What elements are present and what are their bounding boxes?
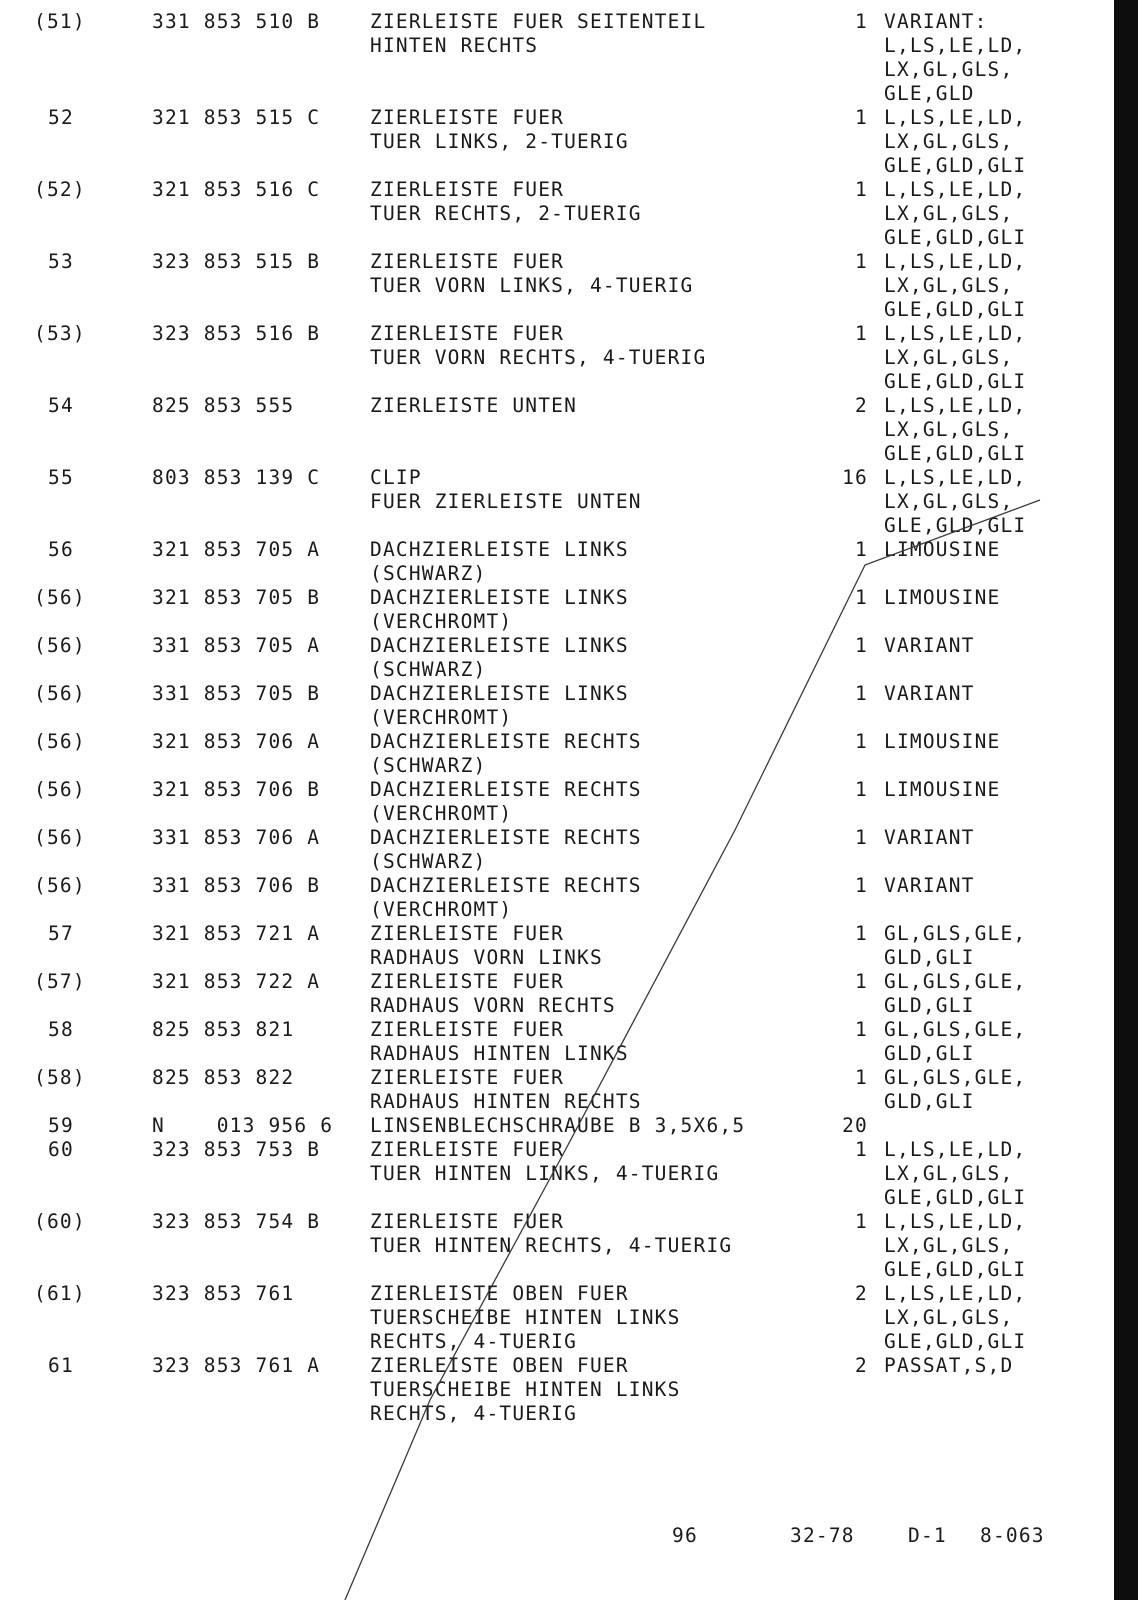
position-number: 58 [48, 1018, 74, 1041]
description-line: (SCHWARZ) [370, 658, 487, 681]
applicability-line: LX,GL,GLS, [884, 1234, 1014, 1257]
applicability-line: VARIANT: [884, 10, 988, 33]
part-description [370, 874, 840, 922]
description-line: TUERSCHEIBE HINTEN LINKS [370, 1306, 681, 1329]
applicability-line: LX,GL,GLS, [884, 1162, 1014, 1185]
position-number: (56) [34, 730, 86, 753]
model-applicability [884, 634, 1074, 658]
quantity: 1 [855, 1018, 868, 1041]
model-applicability [884, 394, 1074, 466]
position-number: 59 [48, 1114, 74, 1137]
part-number: 321 853 516 C [152, 178, 321, 201]
model-applicability [884, 10, 1074, 106]
part-description [370, 178, 840, 226]
table-row [0, 970, 1110, 1018]
applicability-line: L,LS,LE,LD, [884, 106, 1027, 129]
description-line: TUER HINTEN RECHTS, 4-TUERIG [370, 1234, 733, 1257]
part-description [370, 538, 840, 586]
position-number: (56) [34, 778, 86, 801]
part-description [370, 250, 840, 298]
model-applicability [884, 1282, 1074, 1354]
table-row [0, 322, 1110, 394]
scan-edge-bar [1114, 0, 1138, 1600]
part-number: 321 853 706 A [152, 730, 321, 753]
table-row [0, 538, 1110, 586]
applicability-line: GLE,GLD,GLI [884, 1258, 1027, 1281]
quantity: 1 [855, 682, 868, 705]
part-number: N 013 956 6 [152, 1114, 334, 1137]
description-line: TUERSCHEIBE HINTEN LINKS [370, 1378, 681, 1401]
description-line: DACHZIERLEISTE LINKS [370, 586, 629, 609]
model-applicability [884, 1210, 1074, 1282]
applicability-line: GLD,GLI [884, 1090, 975, 1113]
quantity: 1 [855, 874, 868, 897]
description-line: TUER RECHTS, 2-TUERIG [370, 202, 642, 225]
description-line: ZIERLEISTE FUER [370, 1018, 565, 1041]
part-number: 321 853 705 B [152, 586, 321, 609]
applicability-line: L,LS,LE,LD, [884, 466, 1027, 489]
applicability-line: L,LS,LE,LD, [884, 178, 1027, 201]
part-number: 323 853 515 B [152, 250, 321, 273]
quantity: 1 [855, 970, 868, 993]
part-description [370, 1018, 840, 1066]
position-number: (61) [34, 1282, 86, 1305]
part-description [370, 922, 840, 970]
part-description [370, 586, 840, 634]
position-number: 53 [48, 250, 74, 273]
description-line: ZIERLEISTE FUER [370, 1210, 565, 1233]
description-line: RADHAUS VORN LINKS [370, 946, 603, 969]
part-description [370, 106, 840, 154]
table-row [0, 874, 1110, 922]
applicability-line: L,LS,LE,LD, [884, 250, 1027, 273]
applicability-line: GLE,GLD,GLI [884, 154, 1027, 177]
quantity: 1 [855, 106, 868, 129]
description-line: ZIERLEISTE FUER [370, 178, 565, 201]
position-number: (52) [34, 178, 86, 201]
applicability-line: LX,GL,GLS, [884, 202, 1014, 225]
quantity: 1 [855, 634, 868, 657]
part-number: 825 853 822 [152, 1066, 295, 1089]
position-number: (56) [34, 586, 86, 609]
applicability-line: VARIANT [884, 634, 975, 657]
model-applicability [884, 1066, 1074, 1114]
table-row [0, 178, 1110, 250]
page-footer [0, 1524, 1110, 1554]
quantity: 1 [855, 322, 868, 345]
description-line: (VERCHROMT) [370, 802, 513, 825]
part-description [370, 1066, 840, 1114]
description-line: (SCHWARZ) [370, 754, 487, 777]
part-description [370, 682, 840, 730]
position-number: (56) [34, 874, 86, 897]
model-applicability [884, 466, 1074, 538]
description-line: RADHAUS HINTEN RECHTS [370, 1090, 642, 1113]
description-line: ZIERLEISTE FUER [370, 250, 565, 273]
description-line: DACHZIERLEISTE LINKS [370, 538, 629, 561]
applicability-line: GLD,GLI [884, 994, 975, 1017]
position-number: 54 [48, 394, 74, 417]
table-row [0, 1066, 1110, 1114]
applicability-line: VARIANT [884, 874, 975, 897]
table-row [0, 1018, 1110, 1066]
part-description [370, 1282, 840, 1354]
applicability-line: GLD,GLI [884, 946, 975, 969]
description-line: (SCHWARZ) [370, 562, 487, 585]
table-row [0, 10, 1110, 106]
quantity: 1 [855, 586, 868, 609]
footer-section: D-1 [908, 1524, 947, 1547]
part-number: 323 853 761 A [152, 1354, 321, 1377]
table-row [0, 1210, 1110, 1282]
quantity: 2 [855, 394, 868, 417]
position-number: (51) [34, 10, 86, 33]
description-line: (SCHWARZ) [370, 850, 487, 873]
quantity: 20 [842, 1114, 868, 1137]
applicability-line: GLE,GLD [884, 82, 975, 105]
description-line: LINSENBLECHSCHRAUBE B 3,5X6,5 [370, 1114, 746, 1137]
quantity: 2 [855, 1354, 868, 1377]
model-applicability [884, 778, 1074, 802]
applicability-line: GLE,GLD,GLI [884, 298, 1027, 321]
applicability-line: LX,GL,GLS, [884, 346, 1014, 369]
quantity: 1 [855, 1066, 868, 1089]
table-row [0, 778, 1110, 826]
position-number: 55 [48, 466, 74, 489]
description-line: ZIERLEISTE FUER [370, 1138, 565, 1161]
applicability-line: GLE,GLD,GLI [884, 370, 1027, 393]
description-line: DACHZIERLEISTE LINKS [370, 634, 629, 657]
position-number: (56) [34, 634, 86, 657]
part-description [370, 322, 840, 370]
applicability-line: LX,GL,GLS, [884, 1306, 1014, 1329]
position-number: (57) [34, 970, 86, 993]
model-applicability [884, 1354, 1074, 1378]
part-description [370, 394, 840, 418]
footer-code: 32-78 [790, 1524, 855, 1547]
description-line: HINTEN RECHTS [370, 34, 539, 57]
applicability-line: L,LS,LE,LD, [884, 1282, 1027, 1305]
model-applicability [884, 922, 1074, 970]
part-number: 331 853 510 B [152, 10, 321, 33]
quantity: 1 [855, 730, 868, 753]
description-line: (VERCHROMT) [370, 706, 513, 729]
applicability-line: VARIANT [884, 826, 975, 849]
description-line: DACHZIERLEISTE RECHTS [370, 826, 642, 849]
description-line: ZIERLEISTE FUER [370, 970, 565, 993]
part-description [370, 826, 840, 874]
part-number: 825 853 821 [152, 1018, 295, 1041]
part-number: 321 853 721 A [152, 922, 321, 945]
model-applicability [884, 178, 1074, 250]
description-line: ZIERLEISTE FUER SEITENTEIL [370, 10, 707, 33]
part-number: 323 853 761 [152, 1282, 295, 1305]
applicability-line: GLE,GLD,GLI [884, 226, 1027, 249]
applicability-line: GLE,GLD,GLI [884, 514, 1027, 537]
applicability-line: LX,GL,GLS, [884, 58, 1014, 81]
part-number: 331 853 705 B [152, 682, 321, 705]
table-row [0, 106, 1110, 178]
position-number: 52 [48, 106, 74, 129]
part-number: 331 853 705 A [152, 634, 321, 657]
part-description [370, 466, 840, 514]
quantity: 1 [855, 1210, 868, 1233]
quantity: 16 [842, 466, 868, 489]
position-number: 56 [48, 538, 74, 561]
description-line: DACHZIERLEISTE RECHTS [370, 778, 642, 801]
applicability-line: GLE,GLD,GLI [884, 1186, 1027, 1209]
applicability-line: L,LS,LE,LD, [884, 1138, 1027, 1161]
model-applicability [884, 682, 1074, 706]
description-line: DACHZIERLEISTE RECHTS [370, 874, 642, 897]
description-line: TUER LINKS, 2-TUERIG [370, 130, 629, 153]
table-row [0, 1138, 1110, 1210]
description-line: RECHTS, 4-TUERIG [370, 1402, 578, 1425]
position-number: 60 [48, 1138, 74, 1161]
description-line: RADHAUS VORN RECHTS [370, 994, 616, 1017]
quantity: 1 [855, 826, 868, 849]
applicability-line: PASSAT,S,D [884, 1354, 1014, 1377]
model-applicability [884, 826, 1074, 850]
table-row [0, 1354, 1110, 1426]
description-line: (VERCHROMT) [370, 898, 513, 921]
applicability-line: GL,GLS,GLE, [884, 1018, 1027, 1041]
model-applicability [884, 586, 1074, 610]
description-line: DACHZIERLEISTE LINKS [370, 682, 629, 705]
footer-reference: 8-063 [980, 1524, 1045, 1547]
model-applicability [884, 1138, 1074, 1210]
applicability-line: GLE,GLD,GLI [884, 442, 1027, 465]
part-description [370, 1114, 840, 1138]
part-number: 803 853 139 C [152, 466, 321, 489]
part-description [370, 634, 840, 682]
parts-list [0, 10, 1110, 1426]
position-number: (56) [34, 682, 86, 705]
applicability-line: GL,GLS,GLE, [884, 1066, 1027, 1089]
table-row [0, 586, 1110, 634]
applicability-line: LIMOUSINE [884, 730, 1001, 753]
table-row [0, 826, 1110, 874]
quantity: 1 [855, 538, 868, 561]
description-line: DACHZIERLEISTE RECHTS [370, 730, 642, 753]
model-applicability [884, 538, 1074, 562]
table-row [0, 730, 1110, 778]
part-number: 331 853 706 B [152, 874, 321, 897]
applicability-line: LX,GL,GLS, [884, 418, 1014, 441]
applicability-line: L,LS,LE,LD, [884, 394, 1027, 417]
part-description [370, 1138, 840, 1186]
applicability-line: GLD,GLI [884, 1042, 975, 1065]
model-applicability [884, 106, 1074, 178]
description-line: CLIP [370, 466, 422, 489]
description-line: RECHTS, 4-TUERIG [370, 1330, 578, 1353]
quantity: 2 [855, 1282, 868, 1305]
quantity: 1 [855, 778, 868, 801]
model-applicability [884, 322, 1074, 394]
part-number: 321 853 515 C [152, 106, 321, 129]
model-applicability [884, 730, 1074, 754]
part-description [370, 1210, 840, 1258]
description-line: ZIERLEISTE UNTEN [370, 394, 578, 417]
description-line: FUER ZIERLEISTE UNTEN [370, 490, 642, 513]
quantity: 1 [855, 1138, 868, 1161]
description-line: TUER HINTEN LINKS, 4-TUERIG [370, 1162, 720, 1185]
applicability-line: LIMOUSINE [884, 586, 1001, 609]
table-row [0, 250, 1110, 322]
model-applicability [884, 1018, 1074, 1066]
applicability-line: VARIANT [884, 682, 975, 705]
position-number: (56) [34, 826, 86, 849]
part-description [370, 778, 840, 826]
applicability-line: L,LS,LE,LD, [884, 34, 1027, 57]
part-number: 323 853 516 B [152, 322, 321, 345]
applicability-line: LX,GL,GLS, [884, 490, 1014, 513]
table-row [0, 1282, 1110, 1354]
position-number: (58) [34, 1066, 86, 1089]
description-line: RADHAUS HINTEN LINKS [370, 1042, 629, 1065]
description-line: TUER VORN LINKS, 4-TUERIG [370, 274, 694, 297]
table-row [0, 922, 1110, 970]
model-applicability [884, 874, 1074, 898]
part-description [370, 970, 840, 1018]
part-number: 825 853 555 [152, 394, 295, 417]
description-line: ZIERLEISTE OBEN FUER [370, 1282, 629, 1305]
applicability-line: GL,GLS,GLE, [884, 970, 1027, 993]
part-description [370, 730, 840, 778]
part-number: 331 853 706 A [152, 826, 321, 849]
position-number: 57 [48, 922, 74, 945]
table-row [0, 466, 1110, 538]
applicability-line: GLE,GLD,GLI [884, 1330, 1027, 1353]
part-number: 323 853 754 B [152, 1210, 321, 1233]
description-line: TUER VORN RECHTS, 4-TUERIG [370, 346, 707, 369]
applicability-line: LIMOUSINE [884, 778, 1001, 801]
position-number: (60) [34, 1210, 86, 1233]
description-line: (VERCHROMT) [370, 610, 513, 633]
position-number: (53) [34, 322, 86, 345]
table-row [0, 682, 1110, 730]
part-description [370, 10, 840, 58]
applicability-line: L,LS,LE,LD, [884, 1210, 1027, 1233]
table-row [0, 394, 1110, 466]
applicability-line: LIMOUSINE [884, 538, 1001, 561]
applicability-line: L,LS,LE,LD, [884, 322, 1027, 345]
description-line: ZIERLEISTE FUER [370, 922, 565, 945]
applicability-line: GL,GLS,GLE, [884, 922, 1027, 945]
quantity: 1 [855, 250, 868, 273]
description-line: ZIERLEISTE FUER [370, 322, 565, 345]
quantity: 1 [855, 10, 868, 33]
model-applicability [884, 970, 1074, 1018]
applicability-line: LX,GL,GLS, [884, 130, 1014, 153]
part-description [370, 1354, 840, 1426]
page-number: 96 [672, 1524, 698, 1547]
part-number: 323 853 753 B [152, 1138, 321, 1161]
quantity: 1 [855, 178, 868, 201]
part-number: 321 853 705 A [152, 538, 321, 561]
part-number: 321 853 722 A [152, 970, 321, 993]
applicability-line: LX,GL,GLS, [884, 274, 1014, 297]
table-row [0, 1114, 1110, 1138]
description-line: ZIERLEISTE FUER [370, 106, 565, 129]
description-line: ZIERLEISTE FUER [370, 1066, 565, 1089]
model-applicability [884, 250, 1074, 322]
position-number: 61 [48, 1354, 74, 1377]
description-line: ZIERLEISTE OBEN FUER [370, 1354, 629, 1377]
part-number: 321 853 706 B [152, 778, 321, 801]
table-row [0, 634, 1110, 682]
quantity: 1 [855, 922, 868, 945]
